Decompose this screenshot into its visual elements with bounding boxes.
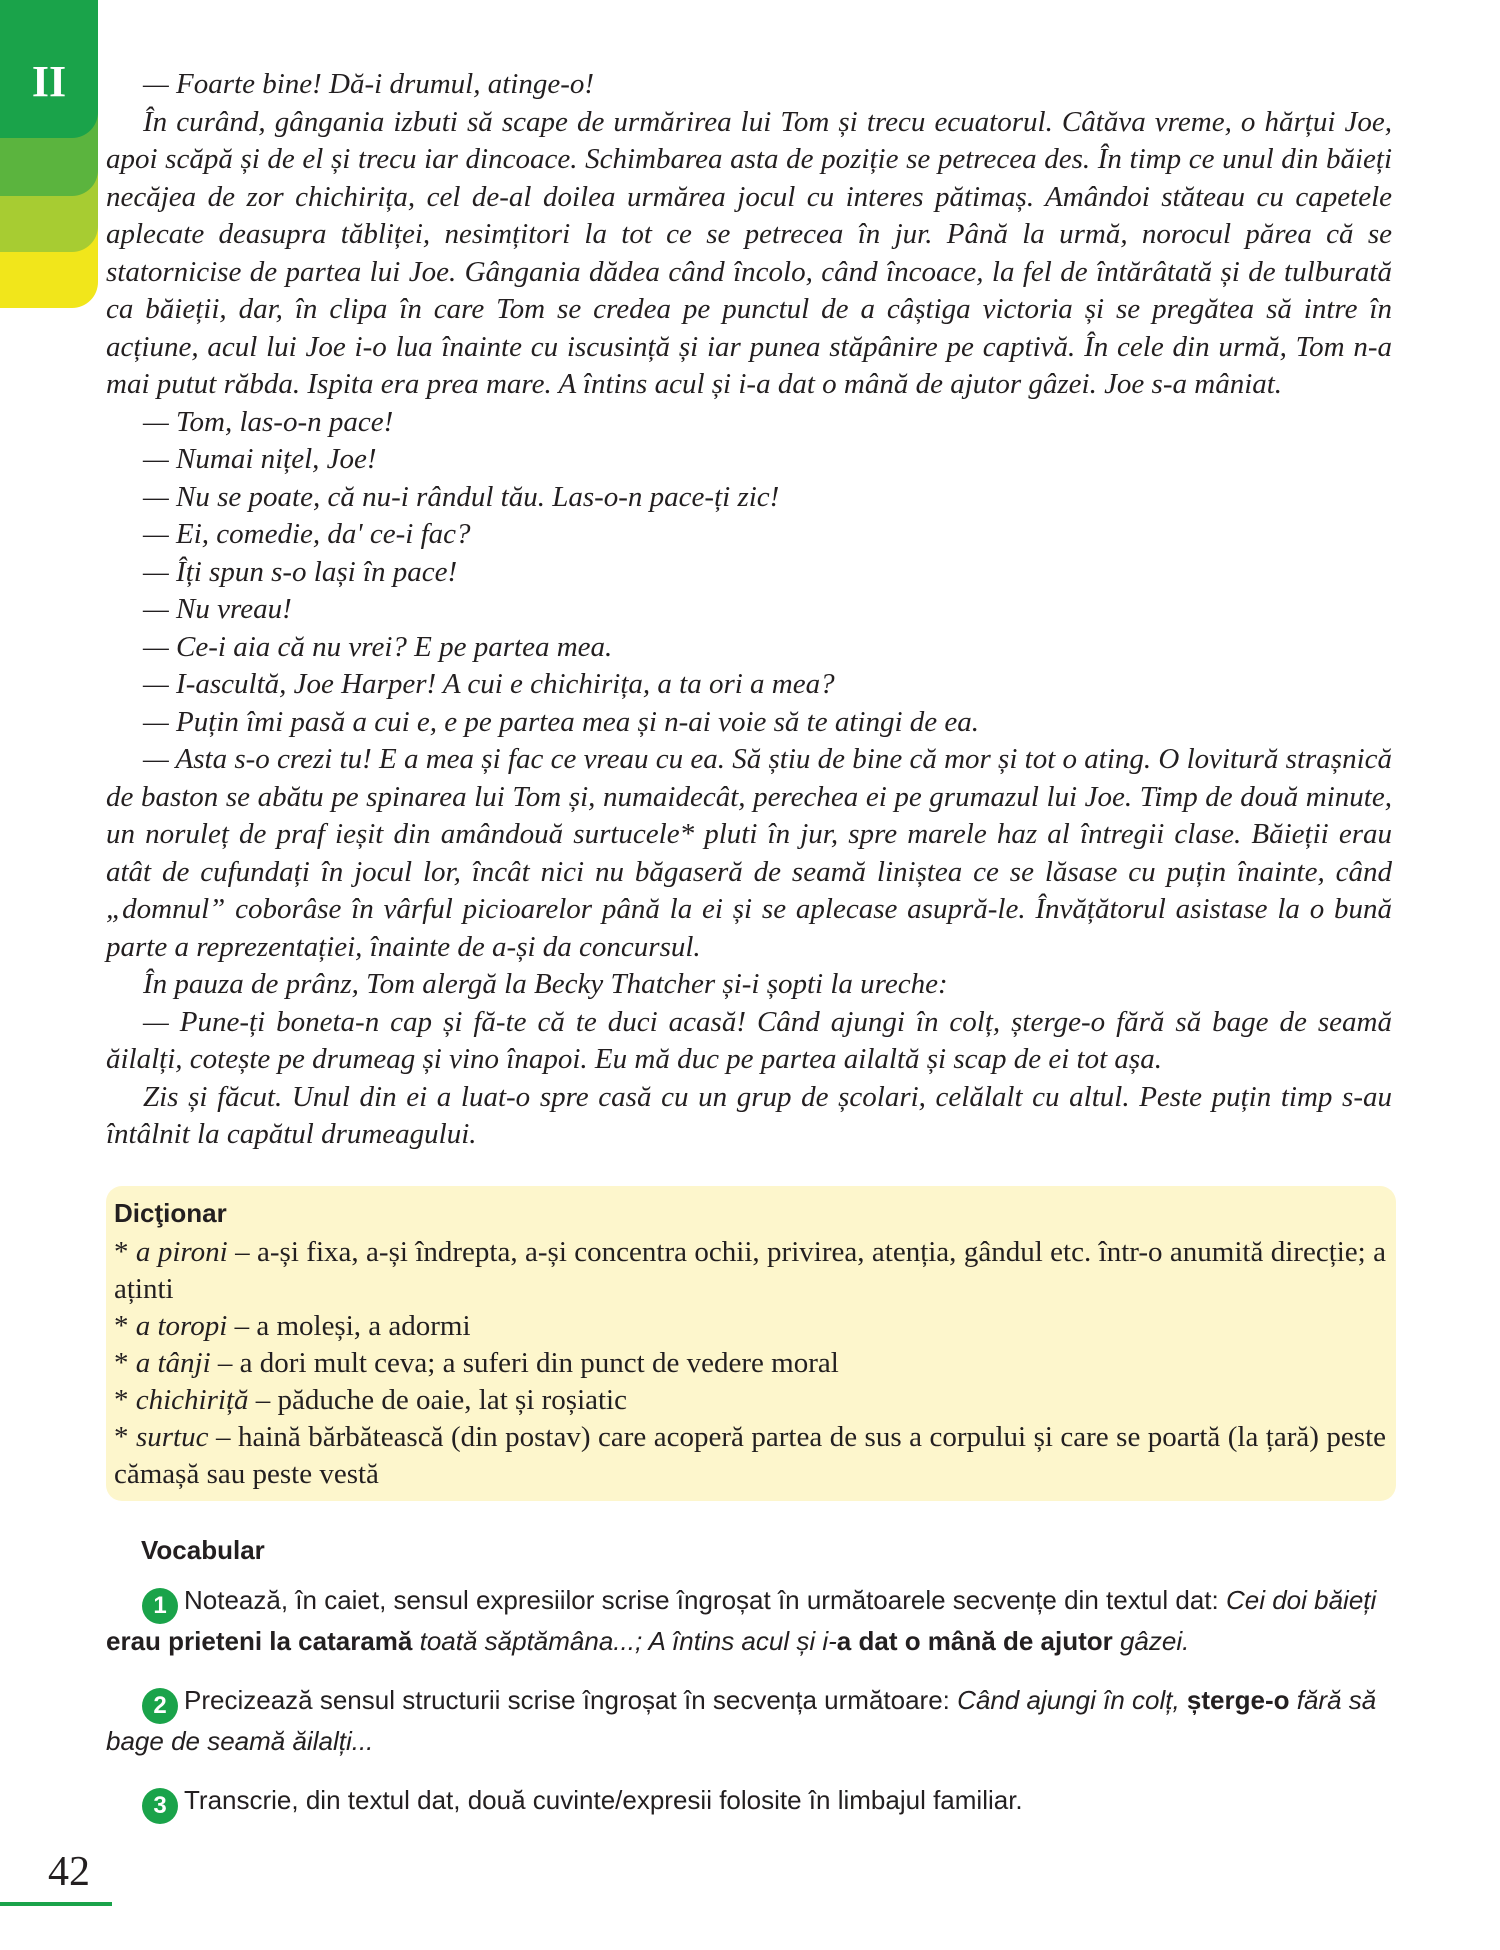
story-paragraph: — Puțin îmi pasă a cui e, e pe partea mea și n-ai voie să te atingi de ea.	[143, 705, 980, 738]
dictionary-definition: haină bărbătească (din postav) care acoperă partea de sus a corpului și care se poartă (la țară) peste cămașă sau peste vestă	[114, 1421, 1386, 1490]
story-text	[106, 66, 1392, 1154]
story-paragraph: În pauza de prânz, Tom alergă la Becky Thatcher și-i șopti la ureche:	[143, 968, 948, 1000]
dictionary-definition: a moleși, a adormi	[256, 1310, 471, 1342]
task-number-badge: 1	[142, 1588, 178, 1624]
page-number: 42	[48, 1849, 90, 1895]
story-paragraph: — Nu se poate, că nu-i rândul tău. Las-o-n pace-ți zic!	[143, 480, 780, 513]
story-paragraph: Zis și făcut. Unul din ei a luat-o spre casă cu un grup de școlari, celălalt cu altul. Peste puțin timp s-au întâlnit la capătul drumeagului.	[106, 1080, 1392, 1150]
dictionary-term: a tânji	[135, 1347, 211, 1379]
story-paragraph: — Numai nițel, Joe!	[143, 443, 377, 475]
story-paragraph: — I-ascultă, Joe Harper! A cui e chichirița, a ta ori a mea?	[143, 668, 835, 700]
vocabulary-task-1: 1 Notează, în caiet, sensul expresiilor scrise îngroșat în următoarele secvențe din textul dat: Cei doi băieți erau prieteni la cataramă toată săptămâna...; A întins acul și i-a dat o mână de ajutor gâzei.	[106, 1585, 1377, 1656]
task-number-badge: 3	[142, 1788, 178, 1824]
dictionary-definition: a-și fixa, a-și îndrepta, a-și concentra ochii, privirea, atenția, gândul etc. într-o anumită direcție; a aținti	[114, 1236, 1387, 1305]
story-paragraph: — Ce-i aia că nu vrei? E pe partea mea.	[143, 630, 613, 663]
dictionary-box	[106, 1186, 1396, 1501]
dictionary-entry: * a tânji – a dori mult ceva; a suferi din punct de vedere moral	[114, 1347, 839, 1379]
dictionary-term: a pironi	[135, 1236, 228, 1268]
vocabulary-title: Vocabular	[141, 1535, 265, 1565]
dictionary-definition: a dori mult ceva; a suferi din punct de vedere moral	[239, 1347, 839, 1379]
dictionary-term: a toropi	[135, 1310, 228, 1342]
story-paragraph: — Foarte bine! Dă-i drumul, atinge-o!	[143, 68, 595, 100]
dictionary-entry: * surtuc – haină bărbătească (din postav) care acoperă partea de sus a corpului și care se poartă (la țară) peste cămașă sau peste vestă	[114, 1421, 1386, 1490]
dictionary-entry: * a pironi – a-și fixa, a-și îndrepta, a-și concentra ochii, privirea, atenția, gândul etc. într-o anumită direcție; a aținti	[114, 1236, 1387, 1305]
vocabulary-task-2: 2 Precizează sensul structurii scrise îngroșat în secvența următoare: Când ajungi în colț, șterge-o fără să bage de seamă ăilalți...	[106, 1685, 1377, 1756]
story-paragraph: — Pune-ți boneta-n cap și fă-te că te duci acasă! Când ajungi în colț, șterge-o fără să bage de seamă ăilalți, cotește pe drumeag și vino înapoi. Eu mă duc pe partea ailaltă și scap de ei tot așa.	[106, 1005, 1392, 1075]
dictionary-entry: * chichiriță – păduche de oaie, lat și roșiatic	[114, 1384, 627, 1416]
dictionary-definition: păduche de oaie, lat și roșiatic	[277, 1384, 627, 1416]
story-paragraph: — Nu vreau!	[143, 593, 292, 625]
dictionary-term: surtuc	[135, 1421, 209, 1453]
story-paragraph: — Asta s-o crezi tu! E a mea și fac ce vreau cu ea. Să știu de bine că mor și tot o ating. O lovitură strașnică de baston se abătu pe spinarea lui Tom și, numaidecât, perechea ei pe grumazul lui Joe. Timp de două minute, un noruleț de praf ieșit din amândouă surtucele* pluti în jur, spre marele haz al întregii clase. Băieții erau atât de cufundați în jocul lor, încât nici nu băgaseră de seamă liniștea ce se lăsase cu puțin înainte, când „domnul” coborâse în vârful picioarelor până la ei și se aplecase asupră-le. Învățătorul asistase la o bună parte a reprezentației, înainte de a-și da concursul.	[106, 743, 1392, 963]
task-number-badge: 2	[142, 1688, 178, 1724]
chapter-number: II	[31, 57, 67, 106]
story-paragraph: — Îți spun s-o lași în pace!	[143, 555, 458, 588]
dictionary-entry: * a toropi – a moleși, a adormi	[114, 1310, 471, 1342]
dictionary-term: chichiriță	[135, 1384, 249, 1416]
vocabulary-task-3: 3 Transcrie, din textul dat, două cuvinte/expresii folosite în limbajul familiar.	[106, 1783, 1396, 1824]
story-paragraph: — Tom, las-o-n pace!	[143, 405, 394, 438]
chapter-tab	[0, 0, 98, 308]
story-paragraph: În curând, gângania izbuti să scape de urmărirea lui Tom și trecu ecuatorul. Câtăva vreme, o hărțui Joe, apoi scăpă și de el și trecu iar dincoace. Schimbarea asta de poziție se petrecea des. În timp ce unul din băieți necăjea de zor chichirița, cel de-al doilea urmărea jocul cu interes pătimaș. Amândoi stăteau cu capetele aplecate deasupra tăbliței, nesimțitori la tot ce se petrecea în jur. Până la urmă, norocul părea că se statornicise de partea lui Joe. Gângania dădea când încolo, când încoace, la fel de întărâtată și de tulburată ca băieții, dar, în clipa în care Tom se credea pe punctul de a câștiga victoria și se pregătea să intre în acțiune, acul lui Joe i-o lua înainte cu iscusință și iar punea stăpânire pe captivă. În cele din urmă, Tom n-a mai putut răbda. Ispita era prea mare. A întins acul și i-a dat o mână de ajutor gâzei. Joe s-a mâniat.	[106, 105, 1392, 400]
page-number-underline	[0, 1902, 112, 1906]
dictionary-title: Dicţionar	[114, 1198, 227, 1228]
story-paragraph: — Ei, comedie, da' ce-i fac?	[143, 518, 471, 550]
